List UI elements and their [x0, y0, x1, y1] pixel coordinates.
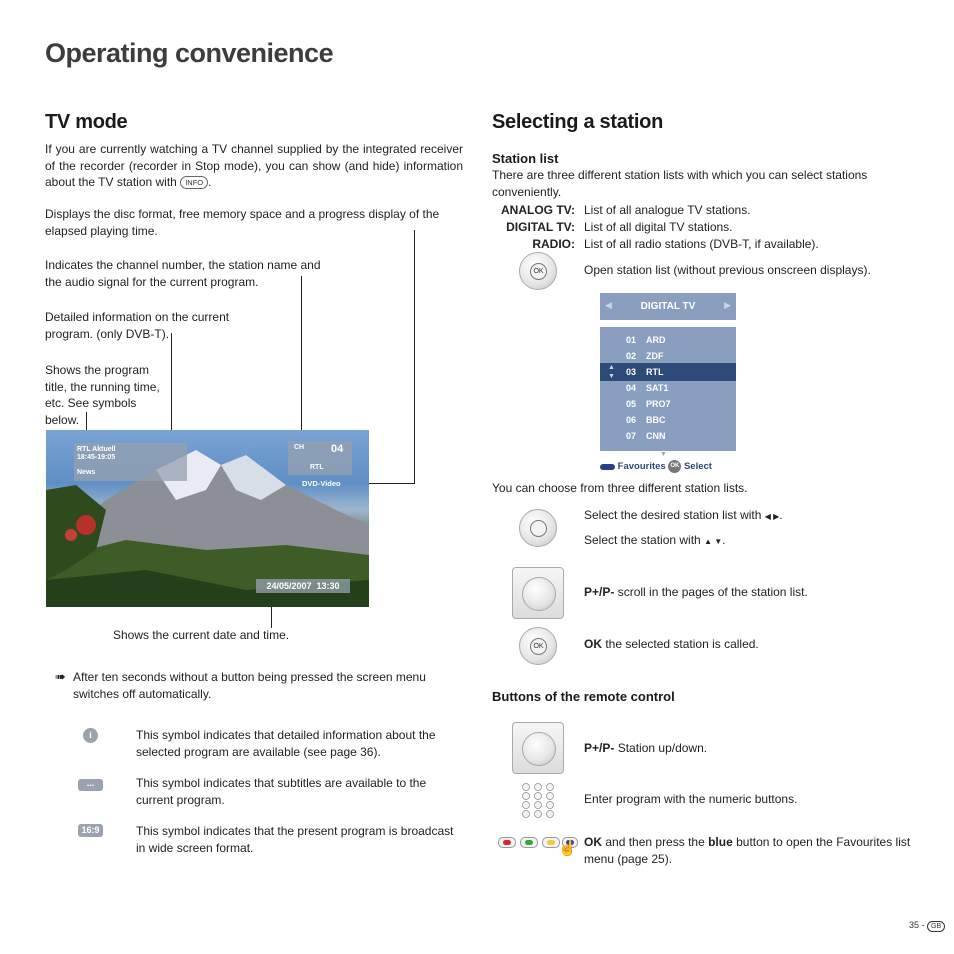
- remote-dial-icon: [522, 732, 556, 766]
- info-symbol-icon: i: [83, 728, 98, 743]
- symbol-widescreen-text: This symbol indicates that the present program is broadcast in wide screen format.: [136, 824, 454, 855]
- analog-label: ANALOG TV:: [501, 203, 575, 217]
- remote-ok-dial-icon: [519, 252, 557, 290]
- ok-called-label: the selected station is called.: [605, 637, 759, 651]
- selecting-heading: Selecting a station: [492, 111, 664, 133]
- intro-text: If you are currently watching a TV channel supplied by the integrated receiver of the recorder (recorder in Stop mode), you can show (and hide) information about the TV station with: [45, 142, 463, 189]
- callout-channel: Indicates the channel number, the station name and the audio signal for the current program.: [45, 258, 321, 289]
- ch-label: CH: [294, 444, 305, 451]
- green-button-icon: [520, 837, 538, 848]
- station-name: RTL: [310, 464, 324, 471]
- station-num: 06: [626, 415, 637, 425]
- page-number: [909, 920, 945, 932]
- callout-detail: Detailed information on the current program. (only DVB-T).: [45, 310, 230, 341]
- select-list-label: Select the desired station list with: [584, 508, 762, 522]
- fav-text-2: button to open the Favourites list menu (page 25).: [584, 835, 911, 866]
- subtitle-symbol-icon: ...: [78, 779, 103, 791]
- digital-text: List of all digital TV stations.: [584, 220, 733, 234]
- left-right-arrows-icon: ◀ ▶: [764, 512, 780, 521]
- station-name: SAT1: [646, 383, 669, 393]
- up-down-arrows-icon: ▲ ▼: [704, 537, 723, 546]
- radio-text: List of all radio stations (DVB-T, if available).: [584, 237, 819, 251]
- analog-text: List of all analogue TV stations.: [584, 203, 751, 217]
- program-time: 18:45-19:05: [77, 454, 116, 461]
- disc-label: DVD-Video: [302, 479, 341, 488]
- right-arrow-icon: ▶: [724, 300, 731, 310]
- select-station-label: Select the station with: [584, 533, 701, 547]
- hand-pointer-icon: ☝: [558, 840, 577, 857]
- favourites-label: Favourites: [617, 461, 666, 473]
- tv-mode-intro: [45, 141, 463, 191]
- station-name: ZDF: [646, 351, 664, 361]
- station-row[interactable]: [600, 332, 736, 348]
- station-row[interactable]: [600, 380, 736, 396]
- p-station-text: [584, 740, 707, 757]
- left-arrow-icon: ◀: [605, 300, 612, 310]
- leader-disc: [414, 230, 415, 484]
- p-key-label: P+/P-: [584, 585, 615, 599]
- program-name: RTL Aktuell: [77, 446, 116, 453]
- updown-icon: ▲ ▼: [608, 364, 615, 380]
- tv-mode-heading: TV mode: [45, 111, 128, 133]
- scroll-down-icon: ▼: [660, 451, 667, 458]
- station-row[interactable]: [600, 412, 736, 428]
- remote-p-buttons-icon: [512, 567, 564, 619]
- station-list-intro: There are three different station lists with which you can select stations conveniently.: [492, 168, 868, 199]
- select-list-text: Select the desired station list with ◀ ▶.: [584, 508, 783, 522]
- fav-ok-key: OK: [584, 835, 602, 849]
- callout-title: Shows the program title, the running time, etc. See symbols below.: [45, 363, 160, 427]
- remote-ok-button-icon: [519, 627, 557, 665]
- numeric-text: Enter program with the numeric buttons.: [584, 792, 798, 806]
- p-scroll-label: scroll in the pages of the station list.: [617, 585, 808, 599]
- symbol-info-text: This symbol indicates that detailed information about the selected program are available (see page 36).: [136, 728, 436, 759]
- ok-key-label: OK: [584, 637, 602, 651]
- callout-disc: Displays the disc format, free memory space and a progress display of the elapsed playing time.: [45, 207, 440, 238]
- fav-text-1: and then press the: [605, 835, 705, 849]
- info-key-icon: INFO: [180, 176, 208, 189]
- station-name: CNN: [646, 431, 666, 441]
- channel-box: [288, 441, 352, 475]
- station-num: 02: [626, 351, 637, 361]
- color-buttons-icon: [498, 835, 578, 857]
- station-num: 01: [626, 335, 637, 345]
- station-num: 04: [626, 383, 637, 393]
- station-list: [600, 327, 736, 451]
- tv-screenshot: [46, 430, 369, 607]
- digital-tv-header: [600, 293, 736, 320]
- program-info-box: [74, 443, 187, 481]
- station-row-selected[interactable]: [600, 363, 736, 381]
- station-list-heading: Station list: [492, 151, 559, 166]
- intro-end: .: [208, 175, 212, 189]
- radio-label: RADIO:: [532, 237, 575, 251]
- favourites-text: [584, 834, 914, 867]
- p-scroll-text: [584, 584, 808, 601]
- ch-number: 04: [331, 443, 344, 455]
- station-name: BBC: [646, 415, 666, 425]
- ok-button-icon: OK: [530, 263, 547, 280]
- station-row[interactable]: [600, 348, 736, 364]
- select-station-text: Select the station with ▲ ▼.: [584, 533, 726, 547]
- station-row[interactable]: [600, 428, 736, 444]
- remote-station-buttons-icon: [512, 722, 564, 774]
- favourites-legend: [600, 460, 712, 473]
- buttons-heading: Buttons of the remote control: [492, 689, 675, 704]
- widescreen-symbol-icon: 16:9: [78, 824, 103, 837]
- note-arrow: ➠: [55, 669, 66, 684]
- p-station-label: Station up/down.: [617, 741, 708, 755]
- numeric-keypad-icon: [520, 782, 556, 818]
- list-header-title: DIGITAL TV: [640, 301, 696, 312]
- station-name: ARD: [646, 335, 666, 345]
- ok-open-text: Open station list (without previous onscreen displays).: [584, 263, 871, 277]
- datetime-box: 24/05/2007 13:30: [256, 579, 350, 593]
- remote-dpad-icon: [519, 509, 557, 547]
- station-num: 03: [626, 367, 637, 377]
- dpad-center-icon: [530, 520, 547, 537]
- station-num: 05: [626, 399, 637, 409]
- ok-center-icon: OK: [530, 638, 547, 655]
- program-genre: News: [77, 469, 96, 476]
- symbol-subtitle-text: This symbol indicates that subtitles are available to the current program.: [136, 776, 427, 807]
- p-station-key: P+/P-: [584, 741, 615, 755]
- callout-date: Shows the current date and time.: [113, 628, 290, 642]
- blue-button-icon: [600, 464, 615, 470]
- ok-small-icon: OK: [668, 460, 681, 473]
- select-label: Select: [683, 461, 712, 473]
- page-title: Operating convenience: [45, 38, 334, 68]
- choose-text: You can choose from three different station lists.: [492, 481, 748, 495]
- fav-blue-word: blue: [708, 835, 733, 849]
- red-button-icon: [498, 837, 516, 848]
- remote-dial-icon: [522, 577, 556, 611]
- digital-label: DIGITAL TV:: [506, 220, 575, 234]
- leader-channel: [301, 276, 302, 442]
- page-number-text: 35 -: [909, 920, 925, 930]
- station-name: PRO7: [646, 399, 671, 409]
- station-name: RTL: [646, 367, 664, 377]
- country-badge: GB: [927, 921, 945, 932]
- auto-off-note: After ten seconds without a button being pressed the screen menu switches off automatically.: [73, 670, 426, 701]
- station-row[interactable]: [600, 396, 736, 412]
- ok-called-text: [584, 636, 759, 653]
- station-num: 07: [626, 431, 637, 441]
